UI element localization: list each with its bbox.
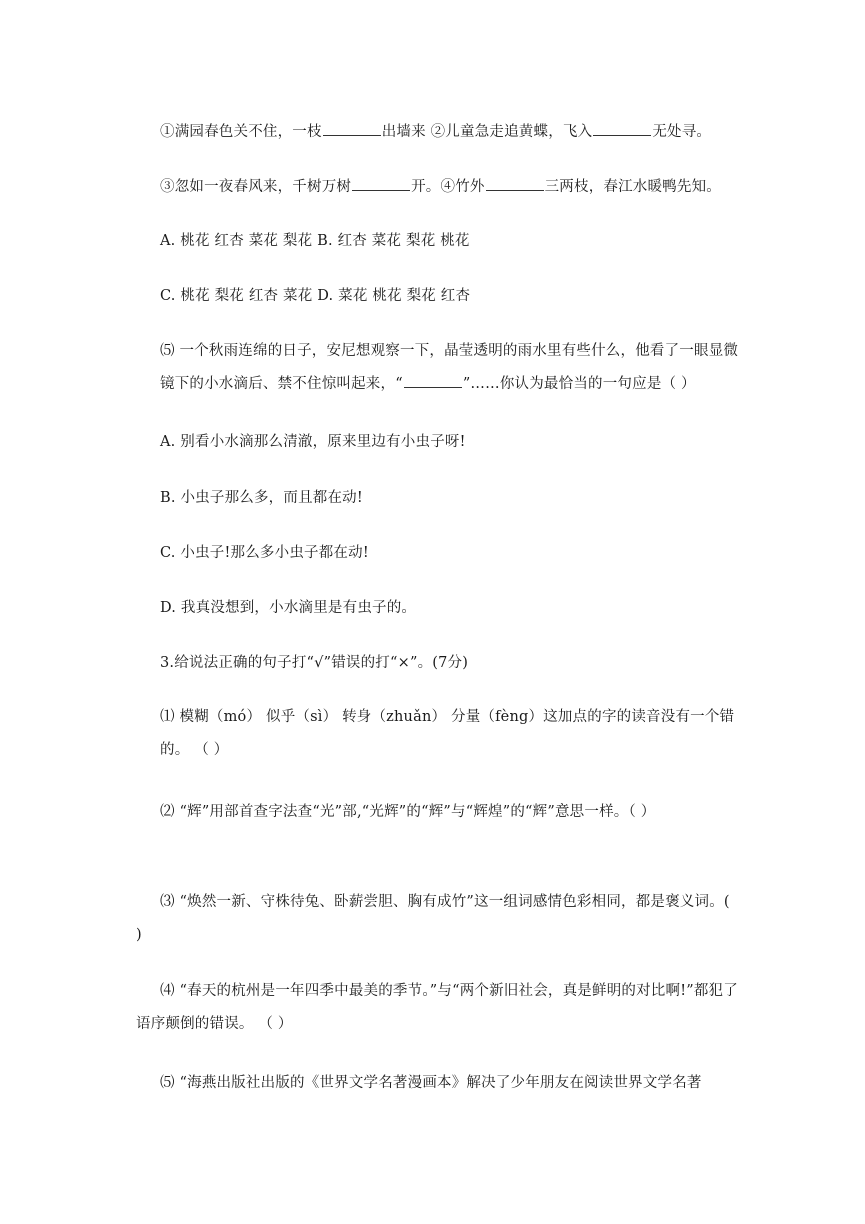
section-3-item-5: ⑸ “海燕出版社出版的《世界文学名著漫画本》解决了少年朋友在阅读世界文学名著 xyxy=(160,1075,702,1091)
poem-options-cd: C. 桃花 梨花 红杏 菜花 D. 菜花 桃花 梨花 红杏 xyxy=(160,288,471,304)
poem-fill-line-1 xyxy=(160,121,740,142)
section-3-item-3: ⑶ “焕然一新、守株待兔、卧薪尝胆、胸有成竹”这一组词感情色彩相同，都是褒义词。( ) xyxy=(136,894,730,943)
section-3-item-2: ⑵ “辉”用部首查字法查“光”部,“光辉”的“辉”与“辉煌”的“辉”意思一样。（ ） xyxy=(160,804,656,820)
answer-blank xyxy=(323,121,381,136)
question-5-stem-part-b: ”……你认为最恰当的一句应是（ ） xyxy=(462,376,696,392)
poem-line2-part-c: 三两枝，春江水暖鸭先知。 xyxy=(544,179,722,195)
question-5-option-c: C. 小虫子!那么多小虫子都在动! xyxy=(160,545,369,561)
question-5-option-d: D. 我真没想到，小水滴里是有虫子的。 xyxy=(160,600,417,616)
poem-line1-part-c: 无处寻。 xyxy=(652,124,712,140)
section-3-heading: 3.给说法正确的句子打“√”错误的打“×”。(7分) xyxy=(160,655,469,671)
poem-line1-part-b: 出墙来 ②儿童急走追黄蝶，飞入 xyxy=(381,124,593,140)
poem-line2-part-b: 开。④竹外 xyxy=(411,179,485,195)
question-5-option-b: B. 小虫子那么多，而且都在动! xyxy=(160,490,363,506)
question-5-stem-part-a: ⑸ 一个秋雨连绵的日子，安尼想观察一下，晶莹透明的雨水里有些什么，他看了一眼显微镜下的小水滴后、禁不住惊叫起来，“ xyxy=(160,343,739,392)
answer-blank xyxy=(486,176,544,191)
answer-blank xyxy=(404,373,462,388)
question-5-stem xyxy=(160,335,740,401)
poem-line1-part-a: ①满园春色关不住，一枝 xyxy=(160,124,322,140)
poem-line2-part-a: ③忽如一夜春风来，千树万树 xyxy=(160,179,352,195)
section-3-item-4: ⑷ “春天的杭州是一年四季中最美的季节。”与“两个新旧社会，真是鲜明的对比啊!”都犯了语序颠倒的错误。 （ ） xyxy=(136,983,738,1032)
answer-blank xyxy=(593,121,651,136)
poem-options-ab: A. 桃花 红杏 菜花 梨花 B. 红杏 菜花 梨花 桃花 xyxy=(160,233,470,249)
question-5-option-a: A. 别看小水滴那么清澈，原来里边有小虫子呀! xyxy=(160,434,466,450)
poem-fill-line-2 xyxy=(160,176,740,197)
answer-blank xyxy=(352,176,410,191)
section-3-item-1: ⑴ 模糊（mó） 似乎（sì） 转身（zhuǎn） 分量（fèng）这加点的字的读音没有一个错的。 （ ） xyxy=(160,709,735,758)
